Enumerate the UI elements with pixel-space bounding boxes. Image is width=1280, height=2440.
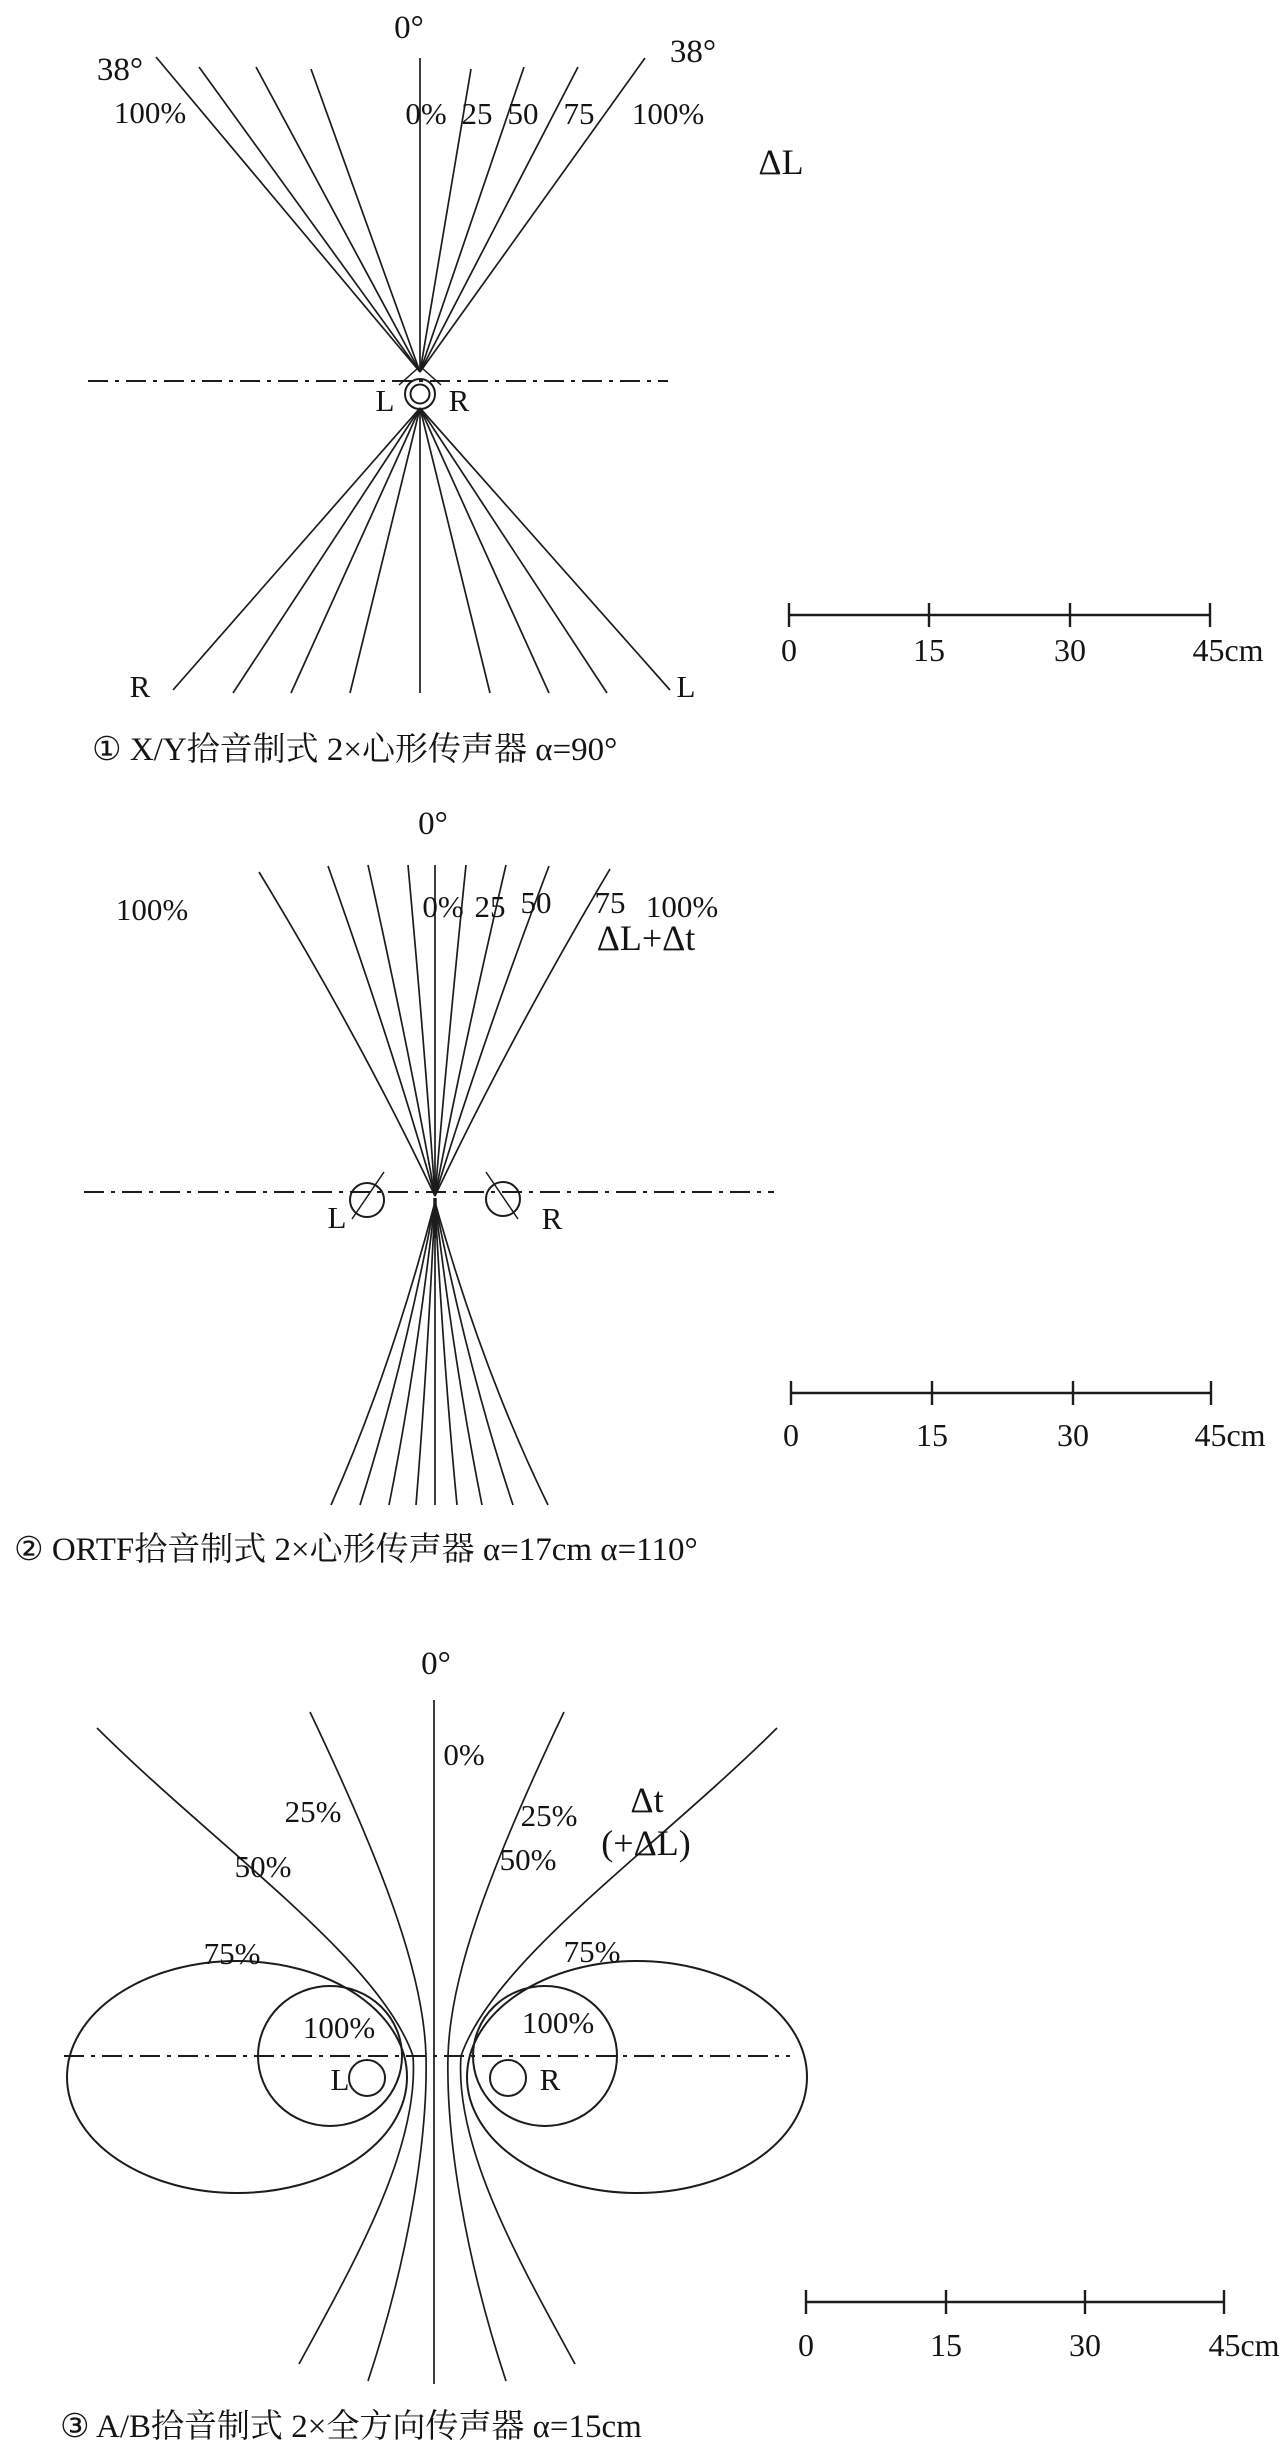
d2-mic-right-label: R: [541, 1201, 563, 1236]
d1-mic-right-label: R: [448, 383, 470, 418]
d2-scale-0: 0: [783, 1417, 799, 1453]
d1-channel-bottom-right-label: L: [676, 669, 696, 704]
diagram2-ortf: [14, 806, 1266, 1568]
d2-percent-100-right-label: 100%: [645, 889, 719, 924]
d2-percent-25-label: 25: [474, 889, 506, 924]
d3-scale-0: 0: [798, 2327, 814, 2363]
d2-percent-50-label: 50: [520, 885, 552, 920]
d2-level-difference-label: ΔL+Δt: [596, 918, 696, 958]
d1-scale-30: 30: [1054, 632, 1086, 668]
d3-percent-0-label: 0%: [443, 1737, 485, 1772]
d1-percent-100-left-label: 100%: [113, 95, 187, 130]
d3-percent-25-right-label: 25%: [520, 1798, 578, 1833]
d2-mic-right-symbol: [486, 1172, 520, 1219]
d3-angle-top-label: 0°: [421, 1646, 451, 1682]
d3-caption: ③ A/B拾音制式 2×全方向传声器 α=15cm: [60, 2409, 642, 2440]
d2-scale-bar: [783, 1381, 1266, 1453]
d3-percent-75-right-label: 75%: [563, 1934, 621, 1969]
d3-percent-50-left-label: 50%: [234, 1849, 292, 1884]
d3-scale-45cm: 45cm: [1208, 2327, 1280, 2363]
d3-scale-15: 15: [930, 2327, 962, 2363]
d3-75-contours: [67, 1961, 807, 2193]
d1-angle-left-label: 38°: [96, 52, 144, 88]
d2-mic-left-label: L: [327, 1200, 347, 1235]
d1-caption: ① X/Y拾音制式 2×心形传声器 α=90°: [92, 732, 618, 768]
d1-level-difference-label: ΔL: [758, 142, 804, 182]
d2-percent-0-label: 0%: [422, 889, 464, 924]
d1-angle-right-label: 38°: [669, 34, 717, 70]
d3-percent-75-left-label: 75%: [203, 1936, 261, 1971]
d2-percent-100-left-label: 100%: [115, 892, 189, 927]
d1-scale-45cm: 45cm: [1192, 632, 1264, 668]
d3-scale-30: 30: [1069, 2327, 1101, 2363]
d3-time-difference-label-line1: Δt: [630, 1780, 664, 1820]
d1-scale-15: 15: [913, 632, 945, 668]
d1-scale-0: 0: [781, 632, 797, 668]
d3-percent-50-right-label: 50%: [499, 1842, 557, 1877]
d1-mic-symbol: [399, 368, 441, 409]
d1-percent-100-right-label: 100%: [631, 96, 705, 131]
d1-percent-25-label: 25: [461, 96, 493, 131]
d3-mic-left-label: L: [330, 2062, 350, 2097]
d2-mic-left-symbol: [350, 1172, 384, 1219]
d1-channel-bottom-left-label: R: [129, 669, 151, 704]
d3-time-difference-label-line2: (+ΔL): [601, 1823, 691, 1863]
d3-percent-100-left-label: 100%: [302, 2010, 376, 2045]
d1-angle-top-label: 0°: [394, 10, 424, 46]
d1-lower-fan-lines: [173, 408, 670, 693]
d1-percent-0-label: 0%: [405, 96, 447, 131]
diagram1-xy: [88, 10, 1264, 768]
d3-scale-bar: [798, 2290, 1280, 2363]
d1-scale-bar: [781, 603, 1264, 668]
d3-mic-right-symbol: [490, 2060, 526, 2096]
d2-scale-45cm: 45cm: [1194, 1417, 1266, 1453]
d2-caption: ② ORTF拾音制式 2×心形传声器 α=17cm α=110°: [14, 1532, 698, 1568]
d1-percent-50-label: 50: [507, 96, 539, 131]
d2-lower-fan-curves: [331, 1202, 548, 1505]
d3-mic-left-symbol: [349, 2060, 385, 2096]
d2-percent-75-label: 75: [594, 885, 626, 920]
d2-scale-30: 30: [1057, 1417, 1089, 1453]
d3-contour-curves: [97, 1712, 777, 2381]
d2-angle-top-label: 0°: [418, 806, 448, 842]
d1-mic-left-label: L: [375, 383, 395, 418]
d3-percent-100-right-label: 100%: [521, 2005, 595, 2040]
d3-percent-25-left-label: 25%: [284, 1794, 342, 1829]
d2-scale-15: 15: [916, 1417, 948, 1453]
d3-mic-right-label: R: [539, 2062, 561, 2097]
diagram3-ab: [60, 1646, 1280, 2440]
d1-percent-75-label: 75: [563, 96, 595, 131]
